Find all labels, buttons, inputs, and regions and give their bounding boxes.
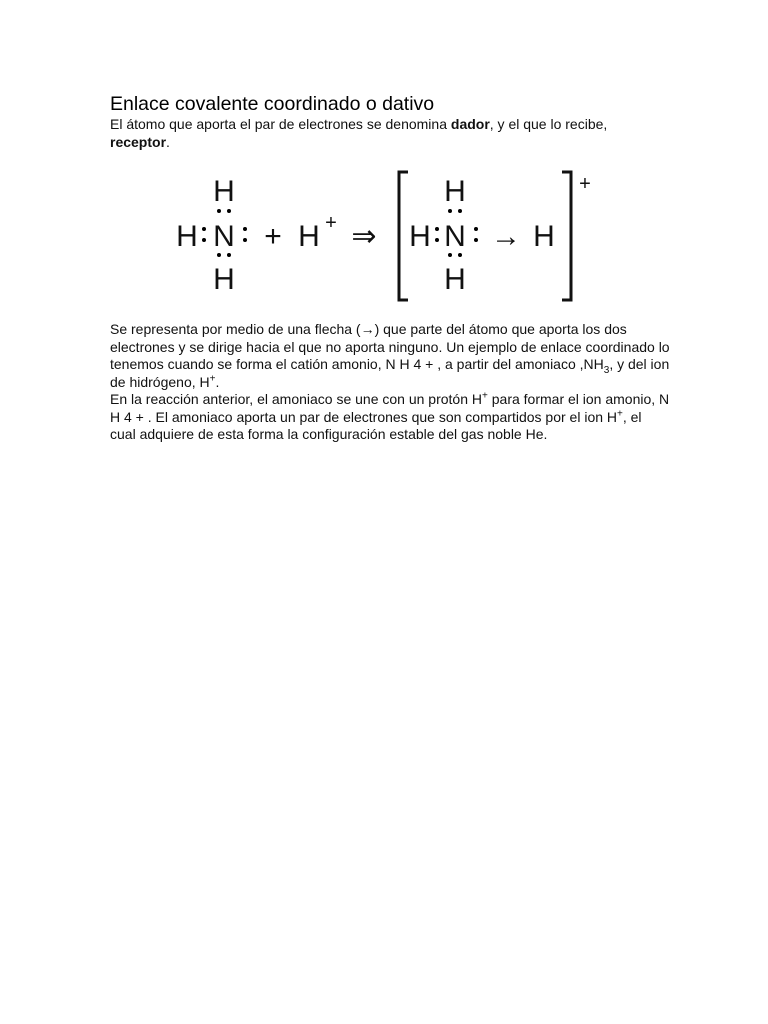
p2-text-2: para formar el ion amonio, N H 4 + . El amoniaco aporta un par de electrones que son compartidos por el ion H	[110, 391, 670, 425]
intro-paragraph	[110, 116, 670, 151]
p2-text-1: En la reacción anterior, el amoniaco se une con un protón H	[110, 391, 483, 407]
electron-dot	[458, 253, 462, 257]
electron-dot	[474, 227, 478, 231]
p2-text-3: , el cual adquiere de esta forma la configuración estable del gas noble He.	[110, 408, 642, 442]
page-title: Enlace covalente coordinado o dativo	[110, 93, 435, 115]
ammonia-h-top: H	[213, 175, 235, 208]
ammonium-n-center: N	[444, 220, 466, 253]
coordinate-bond-arrow: →	[491, 220, 521, 253]
proton	[298, 212, 337, 253]
electron-dot	[227, 209, 231, 213]
document-page	[110, 92, 670, 444]
ion-charge: +	[579, 173, 591, 195]
electron-dot	[474, 238, 478, 242]
ammonia-n-center: N	[213, 220, 235, 253]
ammonia-molecule	[176, 175, 247, 296]
electron-dot	[217, 253, 221, 257]
electron-dot	[435, 227, 439, 231]
intro-text-1: El átomo que aporta el par de electrones se denomina	[110, 116, 451, 132]
electron-dot	[202, 238, 206, 242]
explanation-paragraph-1	[110, 321, 670, 391]
ammonia-h-left: H	[176, 220, 198, 253]
p1-superscript: +	[209, 372, 216, 384]
term-dador: dador	[450, 116, 490, 132]
electron-dot	[448, 253, 452, 257]
electron-dot	[435, 238, 439, 242]
lewis-structure-diagram	[170, 166, 610, 306]
electron-dot	[458, 209, 462, 213]
proton-symbol: H	[298, 220, 320, 253]
right-bracket	[562, 172, 571, 300]
ammonium-h-left: H	[409, 220, 431, 253]
intro-text-2: , y el que lo recibe,	[489, 116, 608, 132]
p1-text-2: , y del ion de hidrógeno, H	[110, 356, 670, 390]
proton-charge: +	[325, 212, 337, 234]
left-bracket	[399, 172, 408, 300]
electron-dot	[227, 253, 231, 257]
explanation-paragraph-2	[110, 391, 670, 444]
ammonia-h-bottom: H	[213, 263, 235, 296]
intro-text-3: .	[166, 133, 170, 150]
p1-subscript: 3	[603, 364, 610, 376]
electron-dot	[243, 238, 247, 242]
term-receptor: receptor	[110, 133, 167, 150]
ammonium-ion	[409, 175, 555, 296]
p2-superscript-1: +	[482, 390, 488, 402]
ammonium-h-right: H	[533, 220, 555, 253]
electron-dot	[217, 209, 221, 213]
electron-dot	[448, 209, 452, 213]
electron-dot	[202, 227, 206, 231]
p2-superscript-2: +	[617, 407, 623, 419]
p1-text-3: .	[215, 373, 220, 390]
electron-dot	[243, 227, 247, 231]
ammonium-h-bottom: H	[444, 263, 466, 296]
plus-sign: +	[264, 220, 282, 253]
reaction-arrow: ⇒	[351, 220, 377, 253]
p1-text-1: Se representa por medio de una flecha (→) que parte del átomo que aporta los dos electrones y se dirige hacia el que no aporta ninguno. Un ejemplo de enlace coordinado lo tenemos cuando se forma el catión amonio, N H 4 + , a partir del amoniaco ,NH	[110, 321, 670, 372]
ammonium-h-top: H	[444, 175, 466, 208]
